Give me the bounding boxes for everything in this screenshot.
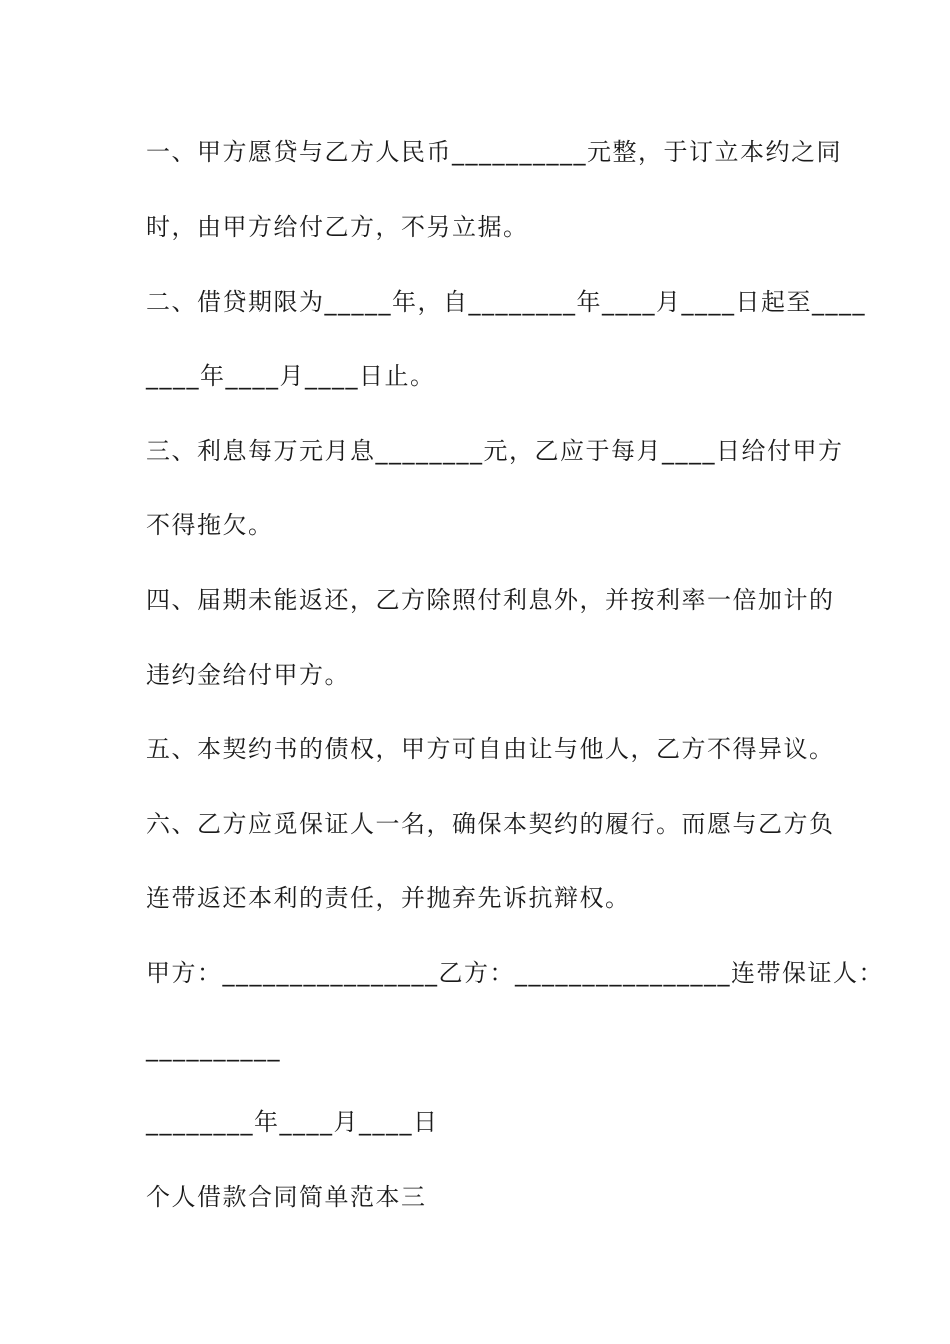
clause-3-line-2: 不得拖欠。 (146, 511, 274, 539)
clause-2-line-1: 二、借贷期限为_____年，自________年____月____日起至____ (146, 288, 866, 316)
clause-2-line-2: ____年____月____日止。 (146, 362, 436, 390)
section-title: 个人借款合同简单范本三 (146, 1183, 427, 1211)
clause-4-line-2: 违约金给付甲方。 (146, 661, 350, 689)
date-line: ________年____月____日 (146, 1108, 439, 1136)
clause-6-line-1: 六、乙方应觅保证人一名，确保本契约的履行。而愿与乙方负 (146, 810, 835, 838)
clause-1-line-2: 时，由甲方给付乙方，不另立据。 (146, 213, 529, 241)
clause-4-line-1: 四、届期未能返还，乙方除照付利息外，并按利率一倍加计的 (146, 586, 835, 614)
clause-5-line: 五、本契约书的债权，甲方可自由让与他人，乙方不得异议。 (146, 735, 835, 763)
clause-6-line-2: 连带返还本利的责任，并抛弃先诉抗辩权。 (146, 884, 631, 912)
clause-1-line-1: 一、甲方愿贷与乙方人民币__________元整，于订立本约之同 (146, 138, 842, 166)
signature-parties-line: 甲方：________________乙方：________________连带保证人： (146, 959, 884, 987)
clause-3-line-1: 三、利息每万元月息________元，乙应于每月____日给付甲方 (146, 437, 844, 465)
guarantor-blank-line: __________ (146, 1034, 281, 1062)
